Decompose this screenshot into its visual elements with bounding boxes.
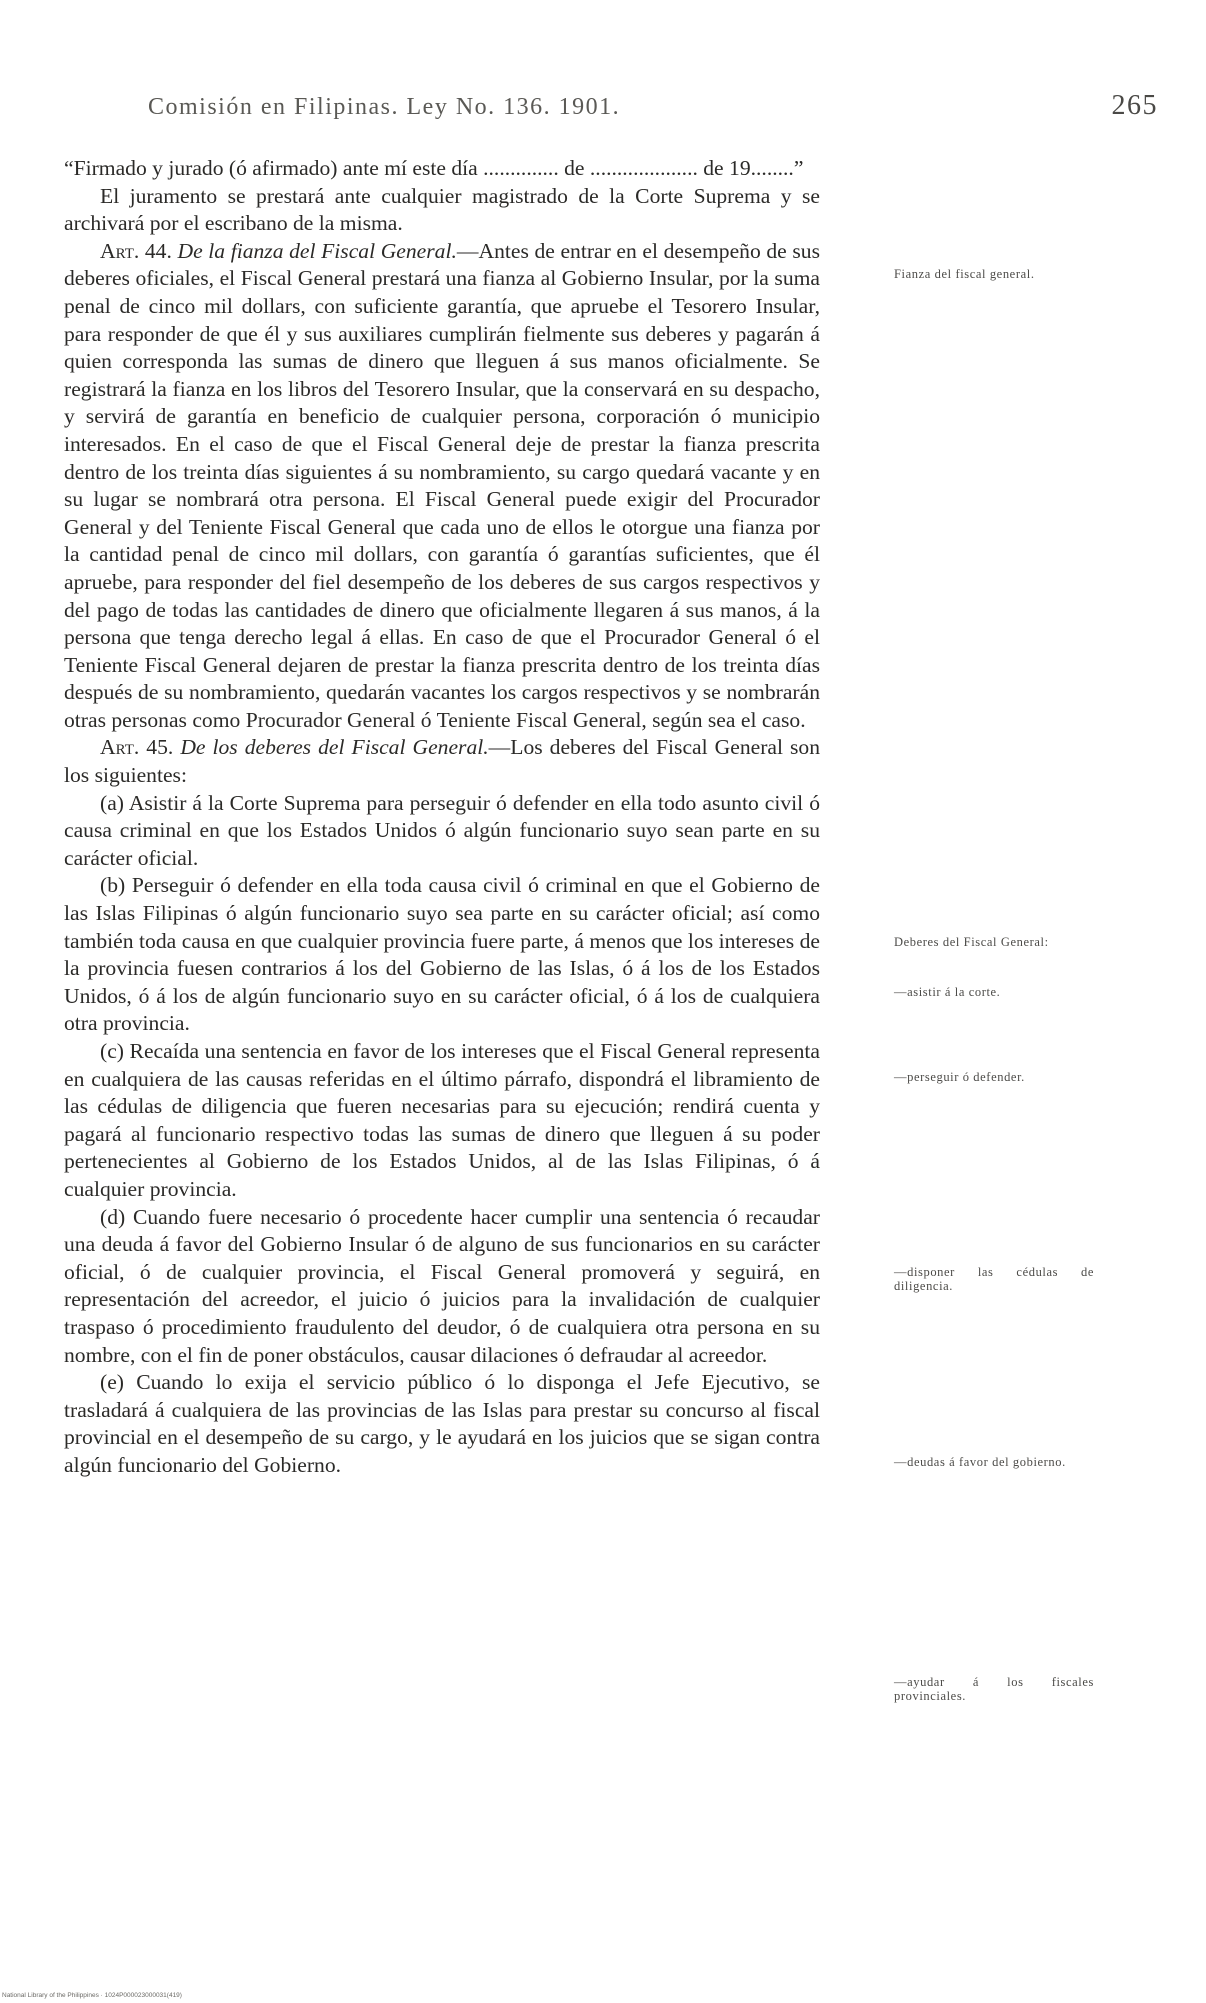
body-text	[64, 155, 1094, 1703]
clause-d-label: (d)	[100, 1204, 126, 1229]
clause-a-label: (a)	[100, 790, 124, 815]
clause-c-text: Recaída una sentencia en favor de los intereses que el Fiscal General representa en cualquiera de las causas referidas en el último párrafo, dispondrá el libramiento de las cédulas de diligencia que fueren necesarias para su ejecución; rendirá cuenta y pagará al funcionario respectivo todas las sumas de dinero que lleguen á su poder pertenecientes al Gobierno de los Estados Unidos, al de las Islas Filipinas, ó á cualquier provincia.	[64, 1039, 820, 1201]
page-header	[148, 90, 1158, 130]
clause-b-label: (b)	[100, 873, 126, 898]
clause-c-label: (c)	[100, 1039, 124, 1063]
margin-note-cedulas: —disponer las cédulas de diligencia.	[894, 1265, 1094, 1293]
margin-note-fiscales: —ayudar á los fiscales provinciales.	[894, 1675, 1094, 1703]
clause-d-text: Cuando fuere necesario ó procedente hacer cumplir una sentencia ó recaudar una deuda á favor del Gobierno Insular ó de alguno de sus funcionarios en su carácter oficial, ó de cualquier provincia, el Fiscal General promoverá y seguirá, en representación del acreedor, el juicio ó juicios para la invalidación de cualquier traspaso ó procedimiento fraudulento del deudor, ó de cualquiera otra persona en su nombre, con el fin de poner obstáculos, causar dilaciones ó defraudar al acreedor.	[64, 1204, 820, 1367]
article-45-text: —Los deberes del Fiscal General son los siguientes:	[64, 735, 820, 788]
article-45-number: Art. 45.	[100, 735, 174, 760]
clause-d	[64, 1204, 820, 1370]
article-45	[64, 734, 820, 789]
running-head: Comisión en Filipinas. Ley No. 136. 1901.	[148, 94, 621, 120]
clause-c	[64, 1038, 820, 1204]
scan-footer: National Library of the Philippines · 1024P000023000031(419)	[2, 1992, 182, 1999]
clause-e-label: (e)	[100, 1370, 124, 1395]
article-44-number: Art. 44.	[100, 238, 172, 263]
page-number: 265	[1111, 90, 1158, 121]
margin-note-deberes: Deberes del Fiscal General:	[894, 935, 1049, 949]
margin-note-fianza: Fianza del fiscal general.	[894, 267, 1035, 281]
clause-e	[64, 1369, 820, 1479]
margin-note-perseguir: —perseguir ó defender.	[894, 1070, 1025, 1084]
article-45-title: De los deberes del Fiscal General.	[180, 735, 489, 760]
margin-note-deudas: —deudas á favor del gobierno.	[894, 1455, 1066, 1469]
oath-formula: “Firmado y jurado (ó afirmado) ante mí este día .............. de .................... de 19........”	[64, 156, 804, 180]
article-44	[64, 238, 820, 735]
margin-note-asistir: —asistir á la corte.	[894, 985, 1001, 999]
article-44-title: De la fianza del Fiscal General.	[177, 238, 457, 263]
clause-b-text: Perseguir ó defender en ella toda causa civil ó criminal en que el Gobierno de las Islas Filipinas ó algún funcionario suyo sea parte en su carácter oficial; así como también toda causa en que cualquier provincia fuere parte, á menos que los intereses de la provincia fuesen contrarios á los del Gobierno de las Islas, ó á los de los Estados Unidos, ó á los de algún funcionario suyo en su carácter oficial, ó á los de cualquiera otra provincia.	[64, 873, 820, 1036]
clause-b	[64, 872, 820, 1038]
oath-paragraph: El juramento se prestará ante cualquier magistrado de la Corte Suprema y se archivará por el escribano de la misma.	[64, 183, 820, 236]
clause-a-text: Asistir á la Corte Suprema para perseguir ó defender en ella todo asunto civil ó causa criminal en que los Estados Unidos ó algún funcionario suyo sean parte en su carácter oficial.	[64, 790, 820, 870]
article-44-text: —Antes de entrar en el desempeño de sus deberes oficiales, el Fiscal General prestará una fianza al Gobierno Insular, por la suma penal de cinco mil dollars, con suficiente garantía, que apruebe el Tesorero Insular, para responder de que él y sus auxiliares cumplirán fielmente sus deberes y pagarán á quien corresponda las sumas de dinero que lleguen á sus manos oficialmente. Se registrará la fianza en los libros del Tesorero Insular, que la conservará en su despacho, y servirá de garantía en beneficio de cualquier persona, corporación ó municipio interesados. En el caso de que el Fiscal General deje de prestar la fianza prescrita dentro de los treinta días siguientes á su nombramiento, su cargo quedará vacante y en su lugar se nombrará otra persona. El Fiscal General puede exigir del Procurador General y del Teniente Fiscal General que cada uno de ellos le otorgue una fianza por la cantidad penal de cinco mil dollars, con garantía ó garantías suficientes, que él apruebe, para responder del fiel desempeño de los deberes de sus cargos respectivos y del pago de todas las cantidades de dinero que oficialmente llegaren á sus manos, á la persona que tenga derecho legal á ellas. En caso de que el Procurador General ó el Teniente Fiscal General dejaren de prestar la fianza prescrita dentro de los treinta días después de su nombramiento, quedarán vacantes los cargos respectivos y se nombrarán otras personas como Procurador General ó Teniente Fiscal General, según sea el caso.	[64, 238, 820, 732]
clause-e-text: Cuando lo exija el servicio público ó lo disponga el Jefe Ejecutivo, se trasladará á cualquiera de las provincias de las Islas para prestar su concurso al fiscal provincial en el desempeño de su cargo, y le ayudará en los juicios que se sigan contra algún funcionario del Gobierno.	[64, 1370, 820, 1477]
clause-a	[64, 790, 820, 873]
